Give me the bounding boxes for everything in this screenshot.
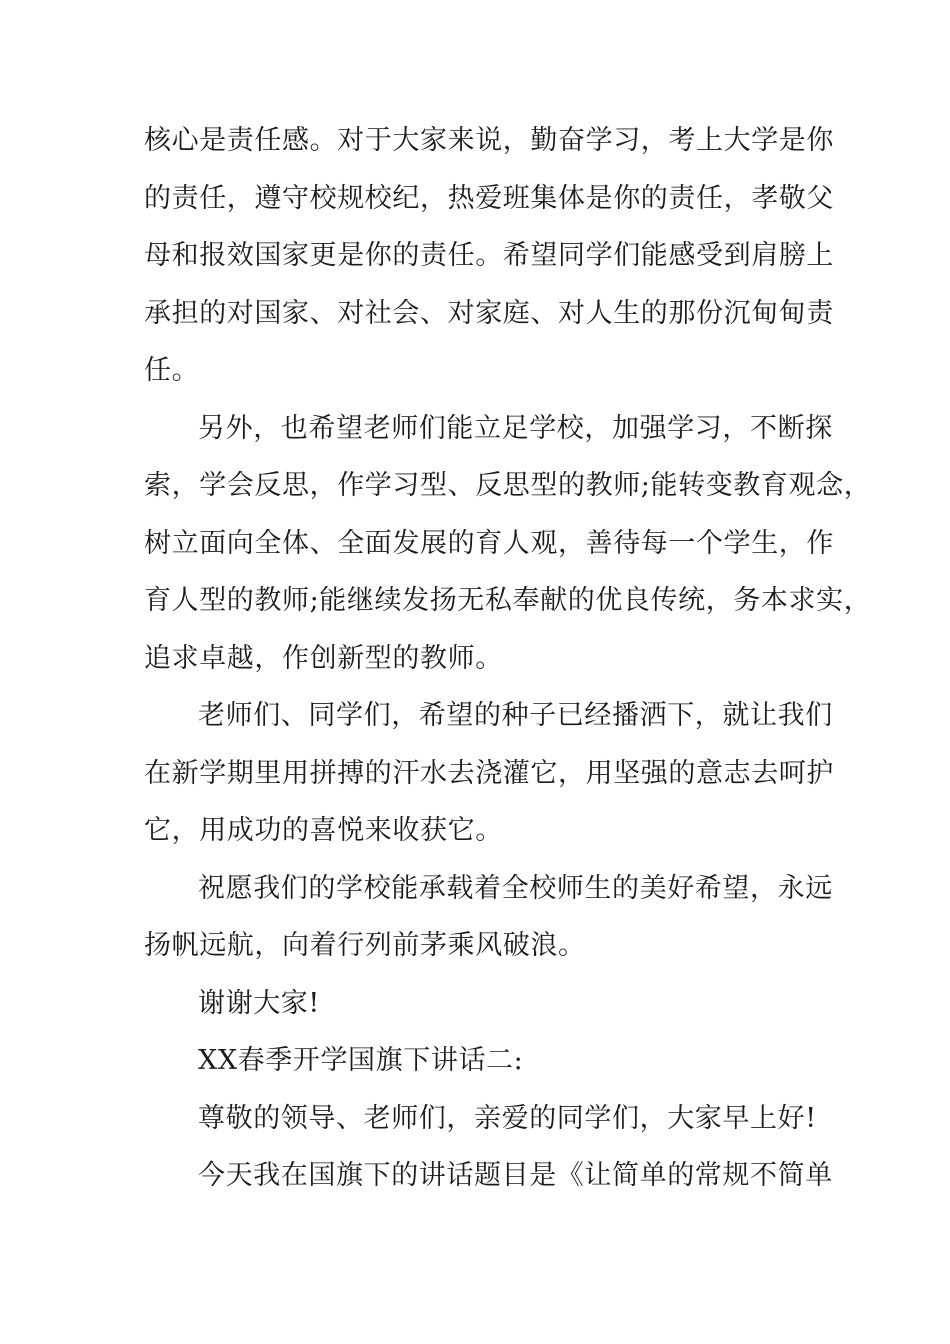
text-line: 的责任，遵守校规校纪，热爱班集体是你的责任，孝敬父	[144, 182, 834, 214]
text-line: 扬帆远航，向着行列前茅乘风破浪。	[144, 930, 586, 961]
text-line: 母和报效国家更是你的责任。希望同学们能感受到肩膀上	[144, 240, 834, 271]
paragraph-first-line: 祝愿我们的学校能承载着全校师生的美好希望，永远	[198, 872, 833, 904]
greeting-line: 尊敬的领导、老师们，亲爱的同学们，大家早上好!	[198, 1102, 817, 1134]
paragraph-first-line: 今天我在国旗下的讲话题目是《让简单的常规不简单	[198, 1160, 833, 1191]
text-line: 树立面向全体、全面发展的育人观，善待每一个学生，作	[144, 527, 834, 559]
text-line: 核心是责任感。对于大家来说，勤奋学习，考上大学是你	[144, 125, 834, 156]
thanks-line: 谢谢大家!	[198, 987, 320, 1019]
text-line: 任。	[144, 355, 200, 386]
text-line: 育人型的教师;能继续发扬无私奉献的优良传统，务本求实，	[144, 585, 872, 616]
text-line: 在新学期里用拼搏的汗水去浇灌它，用坚强的意志去呵护	[144, 757, 834, 789]
paragraph-first-line: 老师们、同学们，希望的种子已经播洒下，就让我们	[198, 700, 833, 731]
section-heading: XX春季开学国旗下讲话二:	[198, 1045, 524, 1076]
text-line: 承担的对国家、对社会、对家庭、对人生的那份沉甸甸责	[144, 297, 834, 329]
paragraph-first-line: 另外，也希望老师们能立足学校，加强学习，不断探	[198, 412, 833, 444]
text-line: 追求卓越，作创新型的教师。	[144, 642, 503, 674]
text-line: 索，学会反思，作学习型、反思型的教师;能转变教育观念，	[144, 470, 872, 501]
text-line: 它，用成功的喜悦来收获它。	[144, 815, 503, 846]
document-body	[144, 112, 872, 1205]
